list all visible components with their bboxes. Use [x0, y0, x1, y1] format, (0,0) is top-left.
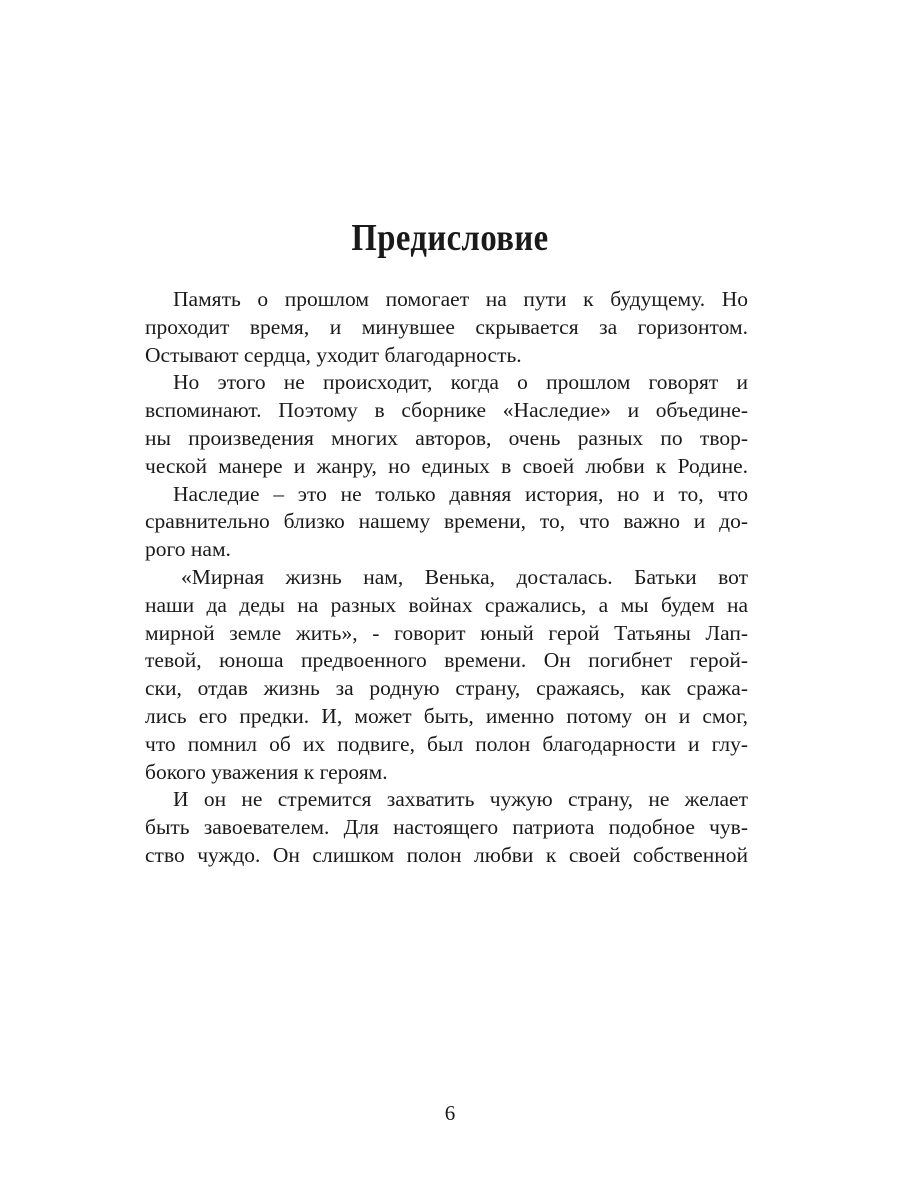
text-line: Память о прошлом помогает на пути к будущему. Но [173, 287, 748, 311]
text-line: И он не стремится захватить чужую страну, не желает [173, 787, 748, 812]
page-title: Предисловие [351, 217, 549, 259]
text-line: Но этого не происходит, когда о прошлом говорят и [173, 370, 748, 395]
text-line: ны произведения многих авторов, очень разных по твор- [145, 425, 748, 450]
text-line: сравнительно близко нашему времени, то, что важно и до- [145, 509, 748, 534]
text-line: бокого уважения к героям. [145, 759, 388, 784]
text-line: проходит время, и минувшее скрывается за горизонтом. [145, 314, 748, 339]
text-line: Наследие – это не только давняя история, но и то, что [173, 481, 748, 506]
text-line: наши да деды на разных войнах сражались, а мы будем на [145, 592, 748, 617]
page-number: 6 [444, 1101, 456, 1125]
text-line: лись его предки. И, может быть, именно потому он и смог, [145, 703, 748, 728]
text-line: «Мирная жизнь нам, Венька, досталась. Батьки вот [181, 564, 748, 589]
text-line: мирной земле жить», - говорит юный герой Татьяны Лап- [145, 620, 748, 645]
text-line: Остывают сердца, уходит благодарность. [145, 342, 522, 367]
text-line: тевой, юноша предвоенного времени. Он погибнет герой- [145, 648, 748, 673]
text-line: что помнил об их подвиге, был полон благодарности и глу- [145, 731, 748, 756]
text-line: быть завоевателем. Для настоящего патриота подобное чув- [145, 815, 748, 840]
body-text [145, 286, 748, 870]
text-line: ческой манере и жанру, но единых в своей любви к Родине. [145, 453, 748, 478]
text-line: рого нам. [145, 537, 231, 562]
text-line: вспоминают. Поэтому в сборнике «Наследие» и объедине- [145, 398, 748, 423]
text-line: ски, отдав жизнь за родную страну, сражаясь, как сража- [145, 676, 748, 701]
text-line: ство чуждо. Он слишком полон любви к своей собственной [145, 842, 748, 867]
